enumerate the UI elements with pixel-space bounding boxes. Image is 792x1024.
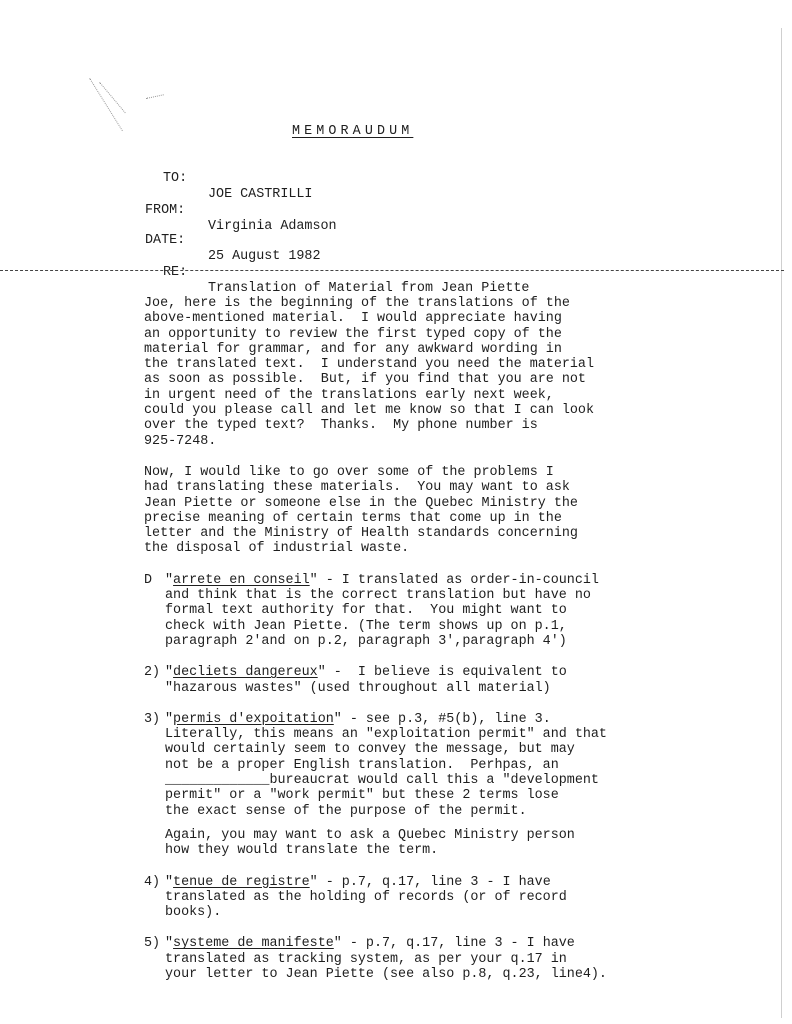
scan-smudge-mark <box>146 94 164 99</box>
term-item-marker: 5) <box>144 936 161 952</box>
term-item-text: "systeme de manifeste" - p.7, q.17, line 3 - I have translated as tracking system, as per your q.17 in your letter to Jean Piette (see also p.8, q.23, line4). <box>165 936 607 982</box>
memo-title: MEMORAUDUM <box>292 124 414 139</box>
term-phrase: systeme de manifeste <box>173 936 334 952</box>
term-item-note: Again, you may want to ask a Quebec Ministry person how they would translate the term. <box>165 827 575 859</box>
re-label: RE: <box>163 265 188 281</box>
term-item-marker: D <box>144 572 153 588</box>
term-item <box>144 936 744 982</box>
re-value: Translation of Material from Jean Piette <box>208 280 530 296</box>
date-label: DATE: <box>145 233 186 249</box>
term-item <box>144 665 744 696</box>
from-value: Virginia Adamson <box>208 218 337 234</box>
to-value: JOE CASTRILLI <box>208 186 313 202</box>
date-value: 25 August 1982 <box>208 248 321 264</box>
term-item-text: "decliets dangereux" - I believe is equivalent to "hazarous wastes" (used throughout all material) <box>165 665 567 696</box>
problems-paragraph: Now, I would like to go over some of the problems I had translating these materials. You may want to ask Jean Piette or someone else in the Quebec Ministry the precise meaning of certain terms that come up in the letter and the Ministry of Health standards concerning the disposal of industrial waste. <box>144 464 578 557</box>
term-phrase: tenue de registre <box>173 874 310 890</box>
term-phrase: arrete en conseil <box>173 572 310 588</box>
memo-body <box>144 296 744 998</box>
term-item <box>144 573 744 649</box>
terms-list <box>144 573 744 983</box>
term-item-marker: 4) <box>144 874 161 890</box>
to-label: TO: <box>163 171 188 187</box>
term-item-text: "arrete en conseil" - I translated as order-in-council and think that is the correct translation but have no formal text authority for that. You might want to check with Jean Piette. (The term shows up on p.1, paragraph 2'and on p.2, paragraph 3',paragraph 4') <box>165 572 599 649</box>
term-item <box>144 712 744 859</box>
term-item-text: "tenue de registre" - p.7, q.17, line 3 - I have translated as the holding of records (or of record books). <box>165 874 567 921</box>
intro-paragraph: Joe, here is the beginning of the translations of the above-mentioned material. I would appreciate having an opportunity to review the first typed copy of the material for grammar, and for any awkward wording in the translated text. I understand you need the material as soon as possible. But, if you find that you are not in urgent need of the translations early next week, could you please call and let me know so that I can look over the typed text? Thanks. My phone number is 925-7248. <box>144 296 594 449</box>
term-phrase: permis d'expoitation <box>173 711 334 727</box>
term-item-marker: 3) <box>144 711 161 727</box>
term-phrase: decliets dangereux <box>173 665 318 681</box>
term-item <box>144 875 744 921</box>
term-item-marker: 2) <box>144 665 161 681</box>
from-label: FROM: <box>145 203 186 219</box>
page-edge-line <box>781 28 782 1018</box>
header-separator-line <box>0 270 784 271</box>
scan-smudge-mark <box>99 82 125 113</box>
term-item-text: "permis d'expoitation" - see p.3, #5(b), line 3. Literally, this means an "exploitation permit" and that would certainly seem to convey the message, but may not be a proper English translation. Perhpas, an _____________bureaucrat would call this a "development permit" or a "work permit" but these 2 terms lose the exact sense of the purpose of the permit. <box>165 711 607 819</box>
